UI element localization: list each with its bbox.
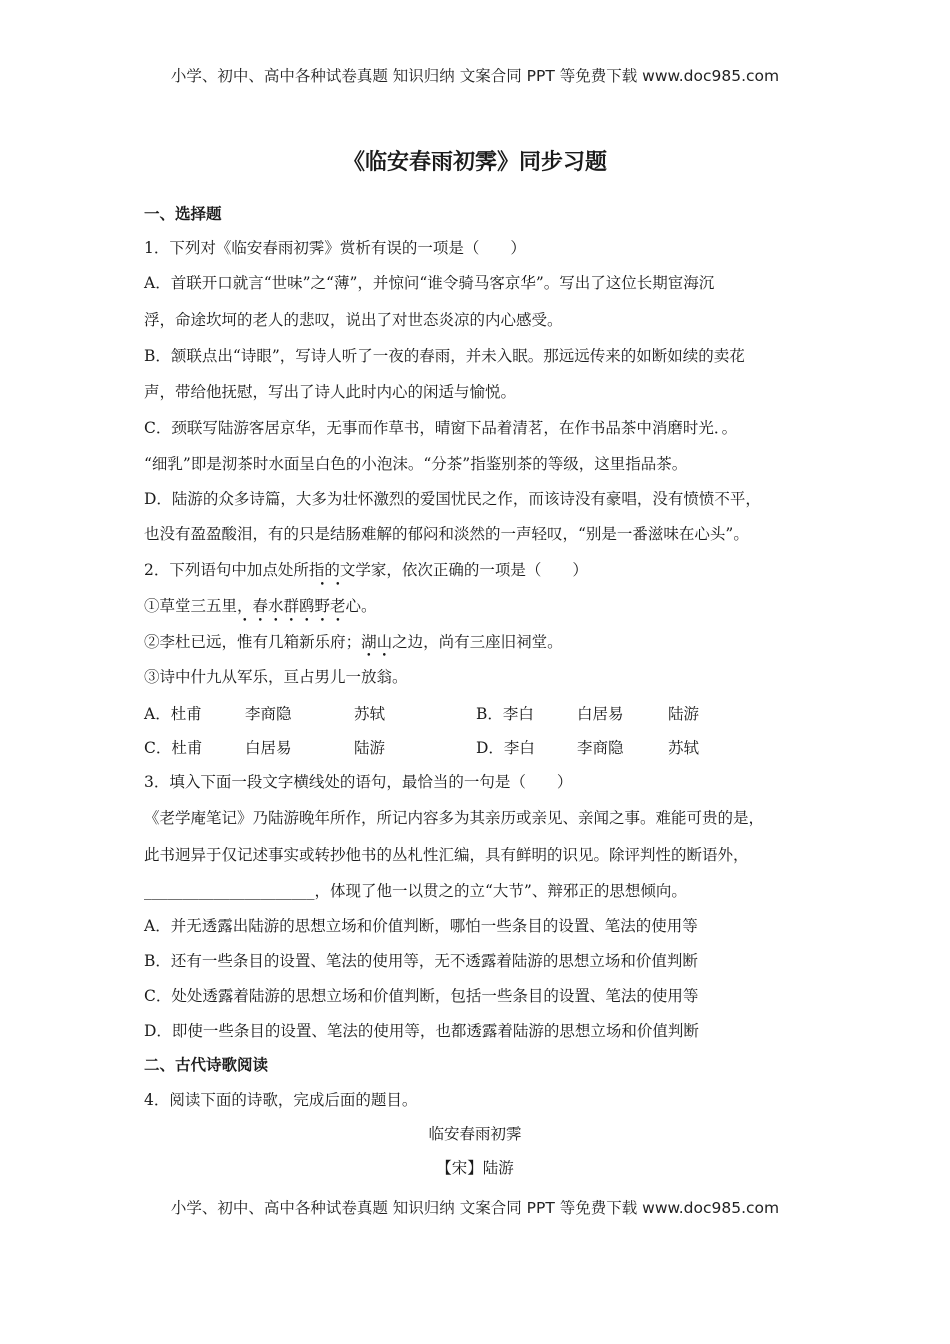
header-banner: 小学、初中、高中各种试卷真题 知识归纳 文案合同 PPT 等免费下载 www.doc985.com xyxy=(170,67,780,85)
q1-option-a: A．首联开口就言“世味”之“薄”，并惊问“谁令骑马客京华”。写出了这位长期宦海沉 xyxy=(144,274,715,292)
q2-line-1-post: 心。 xyxy=(345,597,377,615)
q3-option-b: B．还有一些条目的设置、笔法的使用等，无不透露着陆游的思想立场和价值判断 xyxy=(144,952,698,970)
emphasis-char: 翁 xyxy=(376,668,393,686)
poem-author: 【宋】陆游 xyxy=(436,1159,514,1177)
q2-line-1-dotted xyxy=(315,597,346,615)
q3-passage-1: 《老学庵笔记》乃陆游晚年所作，所记内容多为其亲历或亲见、亲闻之事。难能可贵的是， xyxy=(144,809,765,827)
q1-option-d: D．陆游的众多诗篇，大多为壮怀激烈的爱国忧民之作，而该诗没有豪唱，没有愤愤不平， xyxy=(144,490,761,508)
q2-stem: 2．下列语句中加点处所指的文学家，依次正确的一项是（ ） xyxy=(144,561,588,579)
section-heading-choice: 一、选择题 xyxy=(144,205,222,223)
q4-stem: 4．阅读下面的诗歌，完成后面的题目。 xyxy=(144,1091,418,1109)
q1-option-b-cont: 声，带给他抚慰，写出了诗人此时内心的闲适与愉悦。 xyxy=(144,383,517,401)
q2-option-c-name2: 白居易 xyxy=(245,739,292,757)
poem-title: 临安春雨初霁 xyxy=(428,1125,522,1143)
section-heading-poetry: 二、古代诗歌阅读 xyxy=(144,1056,269,1074)
q2-line-2-post: ；湖山之边，尚有三座旧祠堂。 xyxy=(345,633,563,651)
q1-option-a-cont: 浮，命途坎坷的老人的悲叹，说出了对世态炎凉的内心感受。 xyxy=(144,311,563,329)
emphasis-char: 野 xyxy=(314,597,331,615)
q2-option-b-name2: 白居易 xyxy=(577,705,624,723)
q2-line-3-post: 。 xyxy=(392,668,408,686)
q2-option-d-name2: 李商隐 xyxy=(577,739,624,757)
emphasis-char: 几 xyxy=(268,633,284,651)
q2-option-a-label: A．杜甫 xyxy=(144,705,202,723)
q2-line-3 xyxy=(144,665,408,687)
q2-line-3-dotted xyxy=(361,668,392,686)
q2-option-a-name3: 苏轼 xyxy=(354,705,386,723)
q3-option-d: D．即使一些条目的设置、笔法的使用等，也都透露着陆游的思想立场和价值判断 xyxy=(144,1022,699,1040)
emphasis-char: 老 xyxy=(330,597,346,615)
q2-option-c-name3: 陆游 xyxy=(354,739,386,757)
q2-option-b-label: B．李白 xyxy=(476,705,534,723)
q2-line-2 xyxy=(144,630,563,652)
q2-line-3-pre: ③诗中什九从军乐，亘占男儿一 xyxy=(144,668,362,686)
q3-option-c: C．处处透露着陆游的思想立场和价值判断，包括一些条目的设置、笔法的使用等 xyxy=(144,987,699,1005)
q2-option-d-label: D．李白 xyxy=(476,739,535,757)
q2-line-2-dotted xyxy=(237,633,346,651)
q3-passage-3: ______________________，体现了他一以贯之的立“大节”、辩邪正的思想倾向。 xyxy=(144,882,687,900)
document-title: 《临安春雨初霁》同步习题 xyxy=(342,150,607,175)
emphasis-char: 惟 xyxy=(237,633,253,651)
q2-option-c-label: C．杜甫 xyxy=(144,739,203,757)
q2-option-b-name3: 陆游 xyxy=(668,705,700,723)
q1-stem: 1．下列对《临安春雨初霁》赏析有误的一项是（ ） xyxy=(144,239,526,257)
emphasis-char: 府 xyxy=(330,633,346,651)
q1-option-c-cont: “细乳”即是沏茶时水面呈白色的小泡沫。“分茶”指鉴别茶的等级，这里指品茶。 xyxy=(144,455,688,473)
emphasis-char: 有 xyxy=(252,633,269,651)
q2-option-a-name2: 李商隐 xyxy=(245,705,292,723)
emphasis-char: 放 xyxy=(361,668,377,686)
q3-passage-2: 此书迥异于仅记述事实或转抄他书的丛札性汇编，具有鲜明的识见。除评判性的断语外， xyxy=(144,846,749,864)
q3-stem: 3．填入下面一段文字横线处的语句，最恰当的一句是（ ） xyxy=(144,773,573,791)
footer-banner: 小学、初中、高中各种试卷真题 知识归纳 文案合同 PPT 等免费下载 www.doc985.com xyxy=(170,1199,780,1217)
emphasis-char: 箱 xyxy=(283,633,300,651)
q1-option-c: C．颈联写陆游客居京华，无事而作草书，晴窗下品着清茗，在作书品茶中消磨时光．。 xyxy=(144,419,738,437)
emphasis-char: 乐 xyxy=(314,633,331,651)
q2-line-2-pre: ②李杜已远， xyxy=(144,633,238,651)
q3-option-a: A．并无透露出陆游的思想立场和价值判断，哪怕一些条目的设置、笔法的使用等 xyxy=(144,917,698,935)
q2-option-d-name3: 苏轼 xyxy=(668,739,700,757)
q2-line-1 xyxy=(144,594,377,616)
q1-option-d-cont: 也没有盈盈酸泪，有的只是结肠难解的郁闷和淡然的一声轻叹，“别是一番滋味在心头”。 xyxy=(144,525,749,543)
q2-line-1-pre: ①草堂三五里，春水群鸥 xyxy=(144,597,315,615)
emphasis-char: 新 xyxy=(299,633,315,651)
q1-option-b: B．颔联点出“诗眼”，写诗人听了一夜的春雨，并未入眠。那远远传来的如断如续的卖花 xyxy=(144,347,745,365)
